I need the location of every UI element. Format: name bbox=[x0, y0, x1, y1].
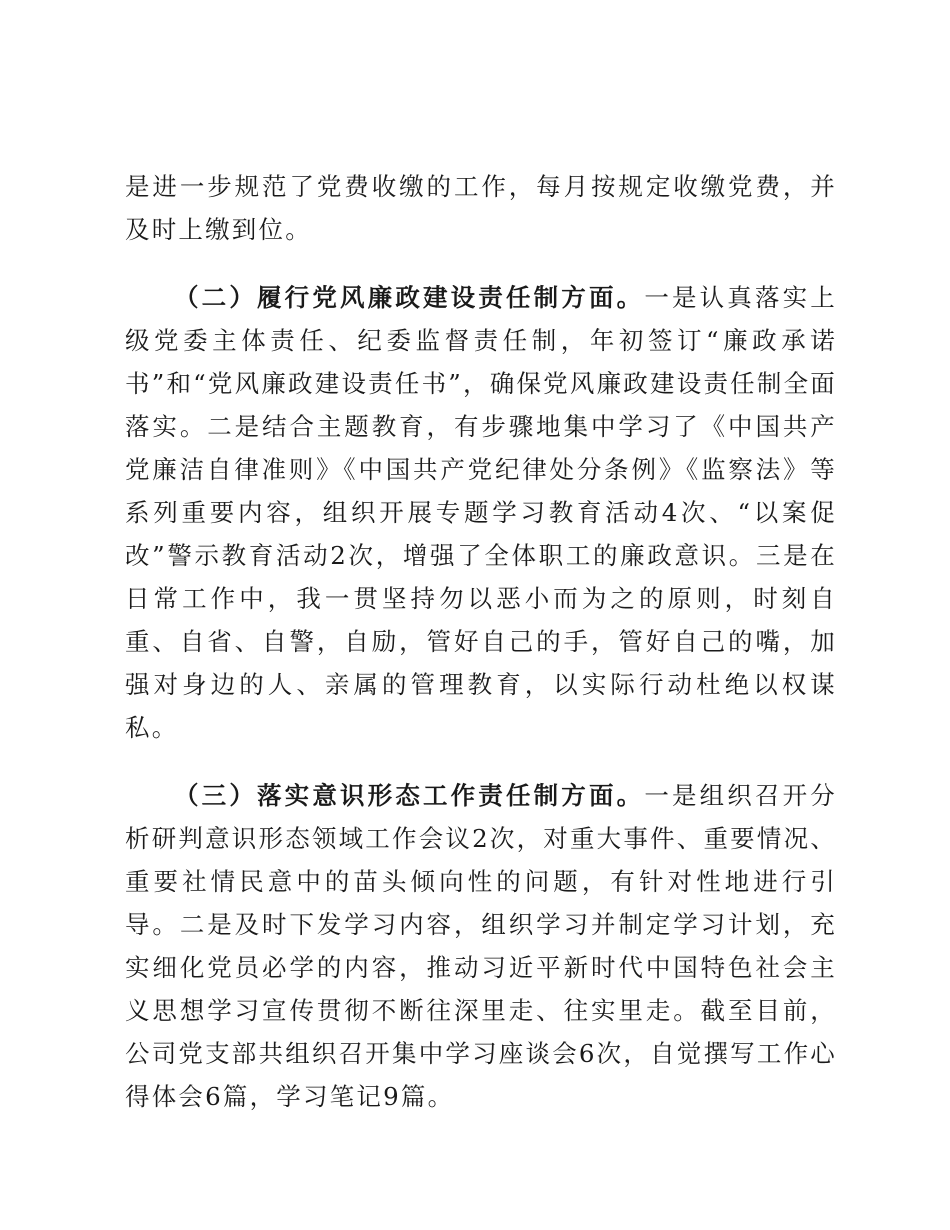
section-heading: （二）履行党风廉政建设责任制方面。 bbox=[174, 283, 645, 312]
paragraph-continuation bbox=[125, 165, 837, 251]
paragraph-section-3 bbox=[125, 774, 837, 1118]
document-body bbox=[125, 165, 837, 1118]
paragraph-section-2 bbox=[125, 276, 837, 749]
paragraph-text: 一是组织召开分析研判意识形态领域工作会议2次，对重大事件、重要情况、重要社情民意中的苗头倾向性的问题，有针对性地进行引导。二是及时下发学习内容，组织学习并制定学习计划，充实细化党员必学的内容，推动习近平新时代中国特色社会主义思想学习宣传贯彻不断往深里走、往实里走。截至目前，公司党支部共组织召开集中学习座谈会6次，自觉撰写工作心得体会6篇，学习笔记9篇。 bbox=[125, 781, 837, 1111]
section-heading: （三）落实意识形态工作责任制方面。 bbox=[174, 781, 645, 810]
paragraph-text: 是进一步规范了党费收缴的工作，每月按规定收缴党费，并及时上缴到位。 bbox=[125, 172, 837, 244]
paragraph-text: 一是认真落实上级党委主体责任、纪委监督责任制，年初签订“廉政承诺书”和“党风廉政建设责任书”，确保党风廉政建设责任制全面落实。二是结合主题教育，有步骤地集中学习了《中国共产党廉洁自律准则》《中国共产党纪律处分条例》《监察法》等系列重要内容，组织开展专题学习教育活动4次、“以案促改”警示教育活动2次，增强了全体职工的廉政意识。三是在日常工作中，我一贯坚持勿以恶小而为之的原则，时刻自重、自省、自警，自励，管好自己的手，管好自己的嘴，加强对身边的人、亲属的管理教育，以实际行动杜绝以权谋私。 bbox=[125, 283, 837, 742]
